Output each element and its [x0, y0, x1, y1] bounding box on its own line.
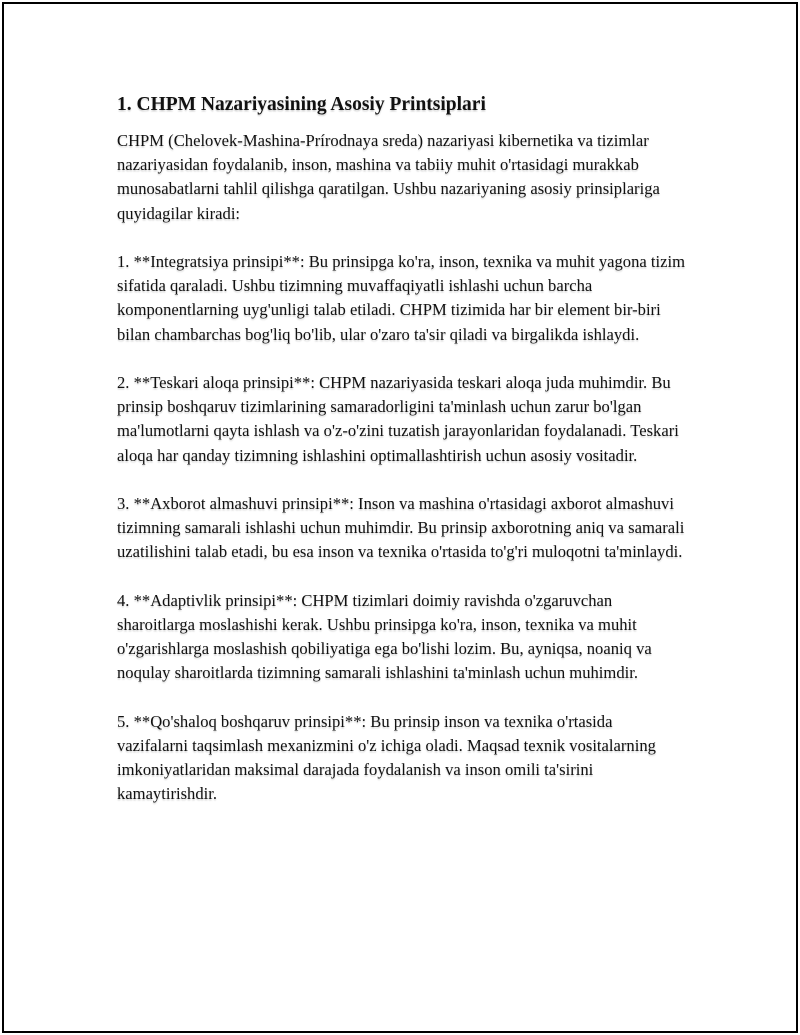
- principle-information-exchange: 3. **Axborot almashuvi prinsipi**: Inson va mashina o'rtasidagi axborot almashuvi tizimning samarali ishlashi uchun muhimdir. Bu prinsip axborotning aniq va samarali uzatilishini talab etadi, bu esa inson va texnika o'rtasida to'g'ri muloqotni ta'minlaydi.: [117, 494, 685, 562]
- document-body: [117, 92, 687, 831]
- principle-dual-control: 5. **Qo'shaloq boshqaruv prinsipi**: Bu prinsip inson va texnika o'rtasida vazifalarni taqsimlash mexanizmini o'z ichiga oladi. Maqsad texnik vositalarning imkoniyatlaridan maksimal darajada foydalanish va inson omili ta'sirini kamaytirishdir.: [117, 711, 656, 804]
- principle-integration: 1. **Integratsiya prinsipi**: Bu prinsipga ko'ra, inson, texnika va muhit yagona tizim sifatida qaraladi. Ushbu tizimning muvaffaqiyatli ishlashi uchun barcha komponentlarning uyg'unligi talab etiladi. CHPM tizimida har bir element bir-biri bilan chambarchas bog'liq bo'lib, ular o'zaro ta'sir qiladi va birgalikda ishlaydi.: [117, 252, 686, 344]
- section-heading: 1. CHPM Nazariyasining Asosiy Printsiplari: [117, 94, 486, 115]
- principle-adaptivity: 4. **Adaptivlik prinsipi**: CHPM tizimlari doimiy ravishda o'zgaruvchan sharoitlarga moslashishi kerak. Ushbu prinsipga ko'ra, inson, texnika va muhit o'zgarishlarga moslashish qobiliyatiga ega bo'lishi lozim. Bu, ayniqsa, noaniq va noqulay sharoitlarda tizimning samarali ishlashini ta'minlash uchun muhimdir.: [117, 590, 652, 683]
- intro-paragraph: CHPM (Chelovek-Mashina-Prírodnaya sreda) nazariyasi kibernetika va tizimlar nazariyasidan foydalanib, inson, mashina va tabiiy muhit o'rtasidagi murakkab munosabatlarni tahlil qilishga qaratilgan. Ushbu nazariyaning asosiy prinsiplariga quyidagilar kiradi:: [117, 131, 660, 223]
- principle-feedback: 2. **Teskari aloqa prinsipi**: CHPM nazariyasida teskari aloqa juda muhimdir. Bu prinsip boshqaruv tizimlarining samaradorligini ta'minlash uchun zarur bo'lgan ma'lumotlarni qayta ishlash va o'z-o'zini tuzatish jarayonlaridan foydalanadi. Teskari aloqa har qanday tizimning ishlashini optimallashtirish uchun asosiy vositadir.: [117, 373, 679, 465]
